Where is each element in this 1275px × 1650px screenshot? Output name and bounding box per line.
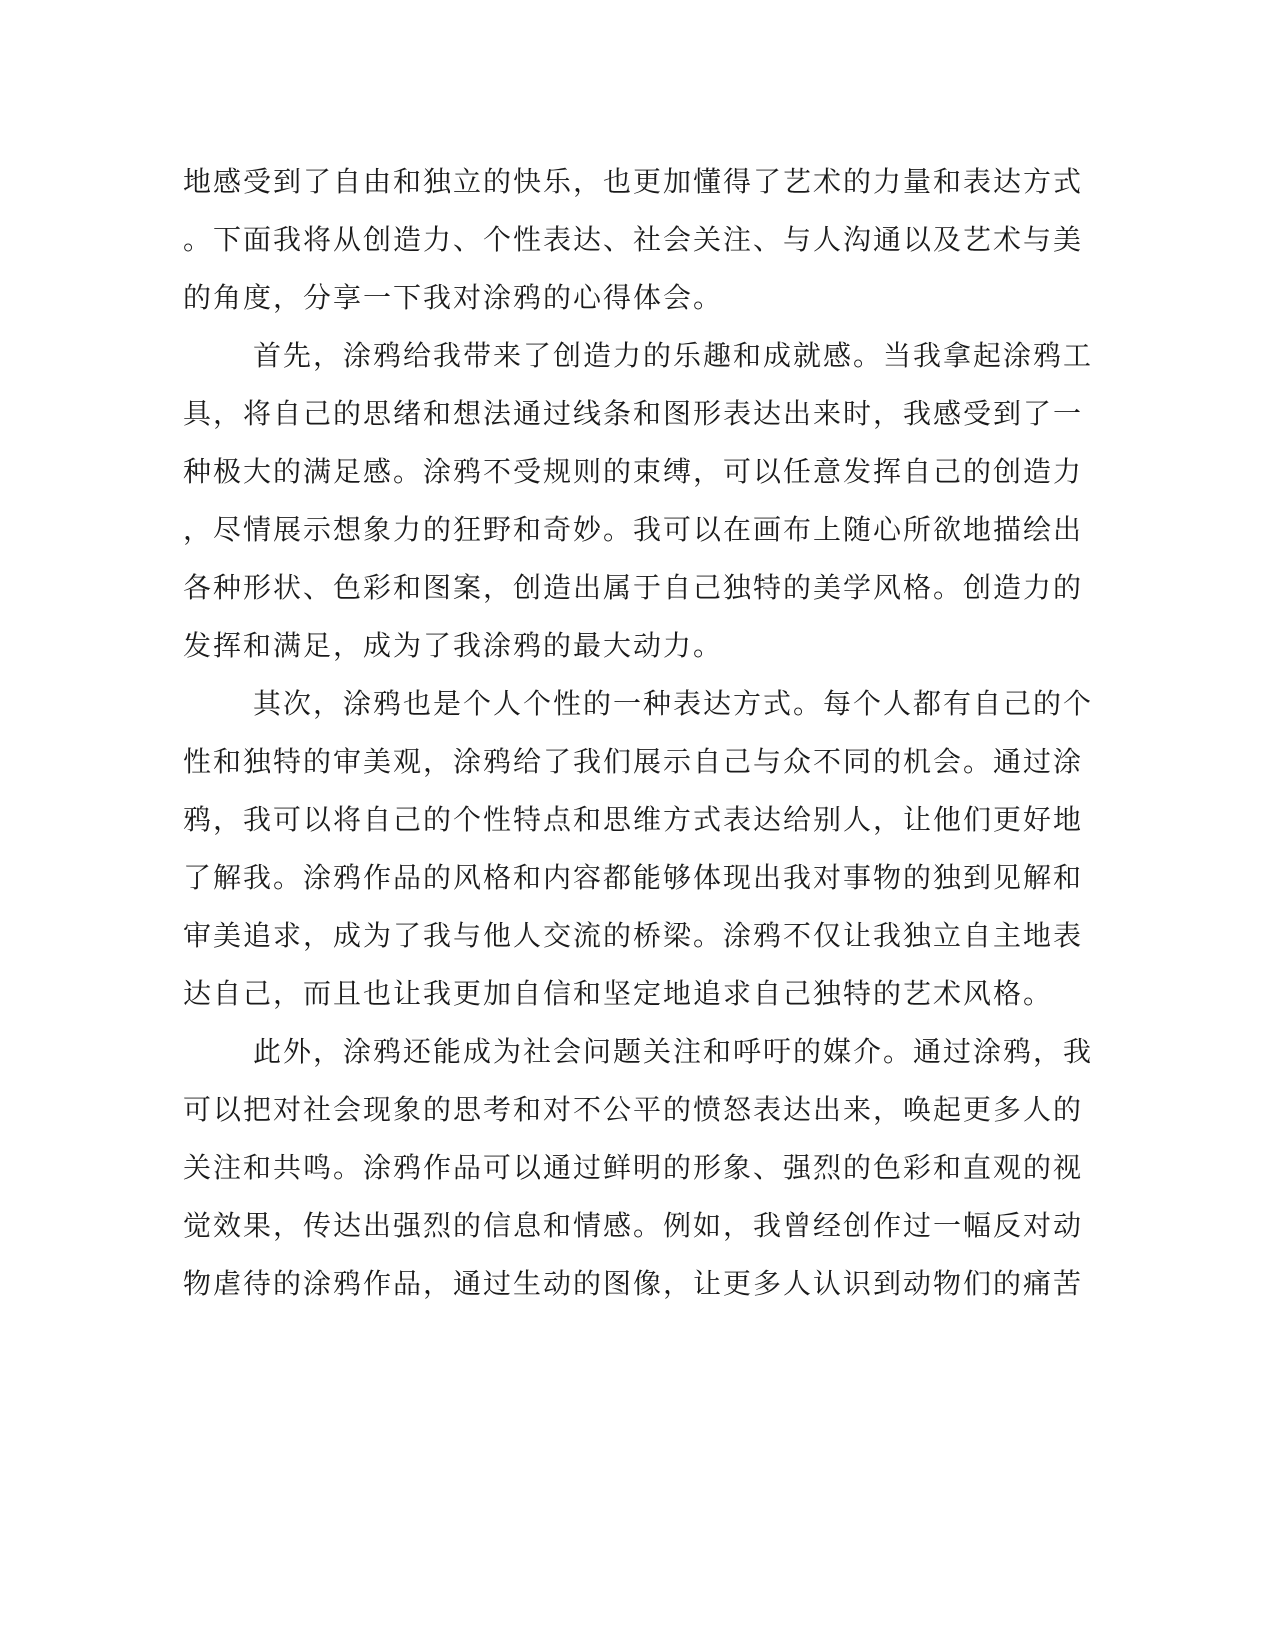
text-line: ，尽情展示想象力的狂野和奇妙。我可以在画布上随心所欲地描绘出 bbox=[183, 513, 1084, 546]
paragraph-first-line: 此外，涂鸦还能成为社会问题关注和呼吁的媒介。通过涂鸦，我 bbox=[253, 1035, 1094, 1068]
text-line: 审美追求，成为了我与他人交流的桥梁。涂鸦不仅让我独立自主地表 bbox=[183, 919, 1084, 952]
text-line: 鸦，我可以将自己的个性特点和思维方式表达给别人，让他们更好地 bbox=[183, 803, 1084, 836]
text-line: 觉效果，传达出强烈的信息和情感。例如，我曾经创作过一幅反对动 bbox=[183, 1209, 1084, 1242]
paragraph-first-line: 首先，涂鸦给我带来了创造力的乐趣和成就感。当我拿起涂鸦工 bbox=[253, 339, 1094, 372]
text-line: 的角度，分享一下我对涂鸦的心得体会。 bbox=[183, 281, 724, 314]
text-line: 。下面我将从创造力、个性表达、社会关注、与人沟通以及艺术与美 bbox=[183, 223, 1084, 256]
text-line: 了解我。涂鸦作品的风格和内容都能够体现出我对事物的独到见解和 bbox=[183, 861, 1084, 894]
text-line: 可以把对社会现象的思考和对不公平的愤怒表达出来，唤起更多人的 bbox=[183, 1093, 1084, 1126]
text-line: 发挥和满足，成为了我涂鸦的最大动力。 bbox=[183, 629, 724, 662]
text-line: 地感受到了自由和独立的快乐，也更加懂得了艺术的力量和表达方式 bbox=[183, 165, 1084, 198]
body-text bbox=[183, 160, 1094, 1320]
text-line: 达自己，而且也让我更加自信和坚定地追求自己独特的艺术风格。 bbox=[183, 977, 1054, 1010]
text-line: 性和独特的审美观，涂鸦给了我们展示自己与众不同的机会。通过涂 bbox=[183, 745, 1084, 778]
text-line: 物虐待的涂鸦作品，通过生动的图像，让更多人认识到动物们的痛苦 bbox=[183, 1267, 1084, 1300]
text-line: 种极大的满足感。涂鸦不受规则的束缚，可以任意发挥自己的创造力 bbox=[183, 455, 1084, 488]
text-line: 关注和共鸣。涂鸦作品可以通过鲜明的形象、强烈的色彩和直观的视 bbox=[183, 1151, 1084, 1184]
text-line: 各种形状、色彩和图案，创造出属于自己独特的美学风格。创造力的 bbox=[183, 571, 1084, 604]
paragraph-first-line: 其次，涂鸦也是个人个性的一种表达方式。每个人都有自己的个 bbox=[253, 687, 1094, 720]
text-line: 具，将自己的思绪和想法通过线条和图形表达出来时，我感受到了一 bbox=[183, 397, 1084, 430]
